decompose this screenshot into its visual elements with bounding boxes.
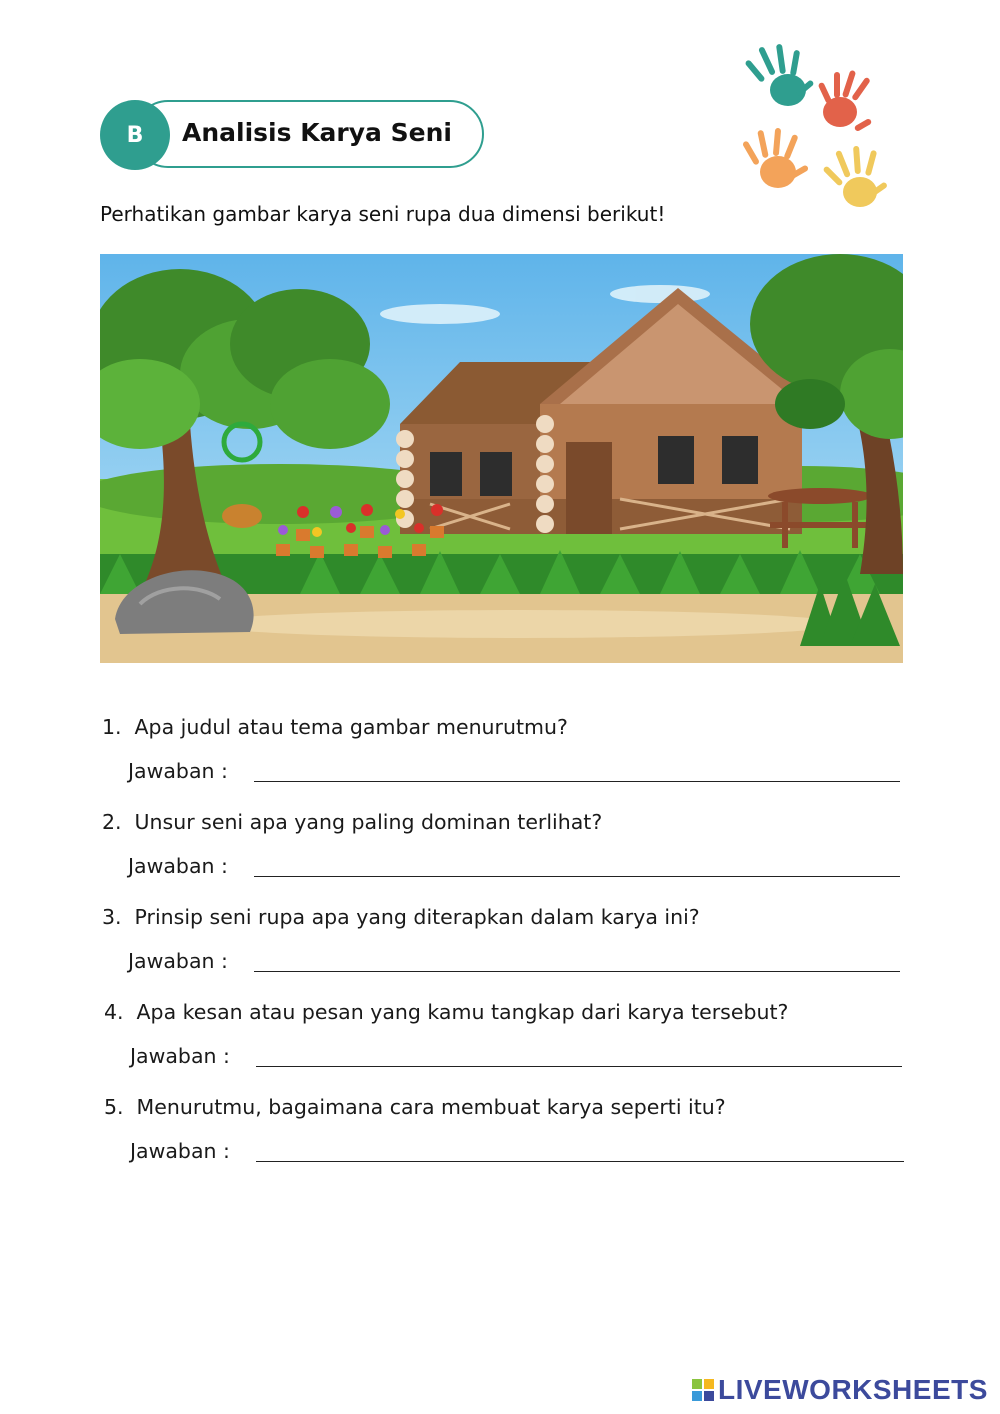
answer-input-2[interactable] xyxy=(254,876,900,877)
answer-label: Jawaban : xyxy=(128,759,228,783)
handprints-decoration xyxy=(738,40,898,220)
question-text: Menurutmu, bagaimana cara membuat karya seperti itu? xyxy=(136,1095,726,1119)
section-letter-badge: B xyxy=(100,100,170,170)
question-text: Apa judul atau tema gambar menurutmu? xyxy=(134,715,568,739)
answer-label: Jawaban : xyxy=(128,949,228,973)
answer-input-3[interactable] xyxy=(254,971,900,972)
question-number: 4. xyxy=(104,1000,124,1024)
answer-row-3 xyxy=(128,949,900,979)
answer-label: Jawaban : xyxy=(128,854,228,878)
answer-row-2 xyxy=(128,854,900,884)
question-1 xyxy=(102,715,568,739)
instruction-text: Perhatikan gambar karya seni rupa dua dimensi berikut! xyxy=(100,202,666,226)
artwork-illustration xyxy=(100,254,903,663)
question-2 xyxy=(102,810,602,834)
brand-name: LIVEWORKSHEETS xyxy=(718,1374,988,1405)
question-text: Unsur seni apa yang paling dominan terlihat? xyxy=(134,810,603,834)
red-hand-icon xyxy=(818,70,873,132)
answer-row-1 xyxy=(128,759,900,789)
answer-input-4[interactable] xyxy=(256,1066,902,1067)
section-header xyxy=(100,100,488,172)
question-text: Prinsip seni rupa apa yang diterapkan dalam karya ini? xyxy=(134,905,700,929)
answer-input-1[interactable] xyxy=(254,781,900,782)
question-number: 2. xyxy=(102,810,122,834)
answer-row-4 xyxy=(130,1044,902,1074)
answer-input-5[interactable] xyxy=(256,1161,904,1162)
answer-label: Jawaban : xyxy=(130,1139,230,1163)
section-title: Analisis Karya Seni xyxy=(182,118,452,147)
answer-label: Jawaban : xyxy=(130,1044,230,1068)
question-number: 5. xyxy=(104,1095,124,1119)
orange-hand-icon xyxy=(742,128,809,188)
question-3 xyxy=(102,905,700,929)
yellow-hand-icon xyxy=(822,146,888,207)
answer-row-5 xyxy=(130,1139,904,1169)
liveworksheets-branding xyxy=(692,1373,988,1407)
question-4 xyxy=(104,1000,788,1024)
question-text: Apa kesan atau pesan yang kamu tangkap dari karya tersebut? xyxy=(136,1000,789,1024)
teal-hand-icon xyxy=(744,44,814,106)
question-number: 1. xyxy=(102,715,122,739)
question-number: 3. xyxy=(102,905,122,929)
question-5 xyxy=(104,1095,726,1119)
liveworksheets-logo-icon xyxy=(692,1379,714,1401)
